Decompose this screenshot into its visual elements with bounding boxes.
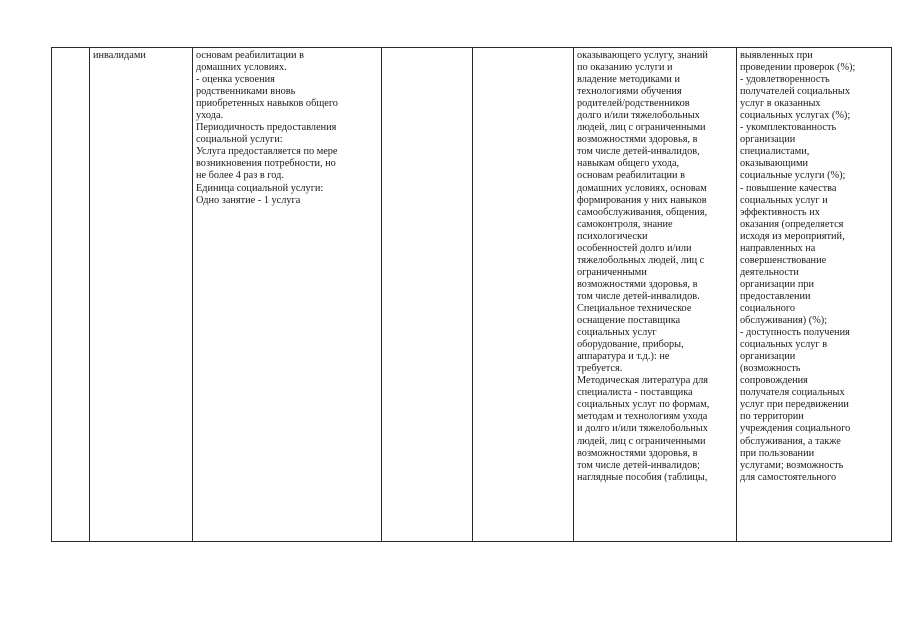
- services-table: [51, 47, 892, 542]
- table-row: [52, 48, 892, 542]
- cell-conditions: [574, 48, 737, 542]
- cell-tariff: [473, 48, 574, 542]
- cell-quality-indicators-text: выявленных при проведении проверок (%); - удовлетворенность получателей социальных услуг в оказанных социальных услугах (%); - укомплектованность организации специалистами, оказывающими социальные услуги (%); - повышение качества социальных услуг и эффективность их оказания (определяется исходя из мероприятий, направленных на совершенствование деятельности организации при предоставлении социального обслуживания) (%); - доступность получения социальных услуг в организации (возможность сопровождения получателя социальных услуг при передвижении по территории учреждения социального обслуживания, а также при пользовании услугами; возможность для самостоятельного: [740, 50, 856, 483]
- cell-service-description-text: основам реабилитации в домашних условиях. - оценка усвоения родственниками вновь приобретенных навыков общего ухода. Периодичность предоставления социальной услуги: Услуга предоставляется по мере возникновения потребности, но не более 4 раз в год. Единица социальной услуги: Одно занятие - 1 услуга: [196, 50, 338, 206]
- cell-service-description: [193, 48, 382, 542]
- cell-service-name: [90, 48, 193, 542]
- cell-deadline: [382, 48, 473, 542]
- cell-conditions-text: оказывающего услугу, знаний по оказанию услуги и владение методиками и технологиями обучения родителей/родственников долго и/или тяжелобольных людей, лиц с ограниченными возможностями здоровья, в том числе детей-инвалидов, навыкам общего ухода, основам реабилитации в домашних условиях, основам формирования у них навыков самообслуживания, общения, самоконтроля, знание психологически особенностей долго и/или тяжелобольных людей, лиц с ограниченными возможностями здоровья, в том числе детей-инвалидов. Специальное техническое оснащение поставщика социальных услуг оборудование, приборы, аппаратура и т.д.): не требуется. Методическая литература для специалиста - поставщика социальных услуг по формам, методам и технологиям ухода и долго и/или тяжелобольных людей, лиц с ограниченными возможностями здоровья, в том числе детей-инвалидов; наглядные пособия (таблицы,: [577, 50, 710, 483]
- cell-number: [52, 48, 90, 542]
- cell-service-name-text: инвалидами: [93, 50, 146, 61]
- cell-quality-indicators: [737, 48, 892, 542]
